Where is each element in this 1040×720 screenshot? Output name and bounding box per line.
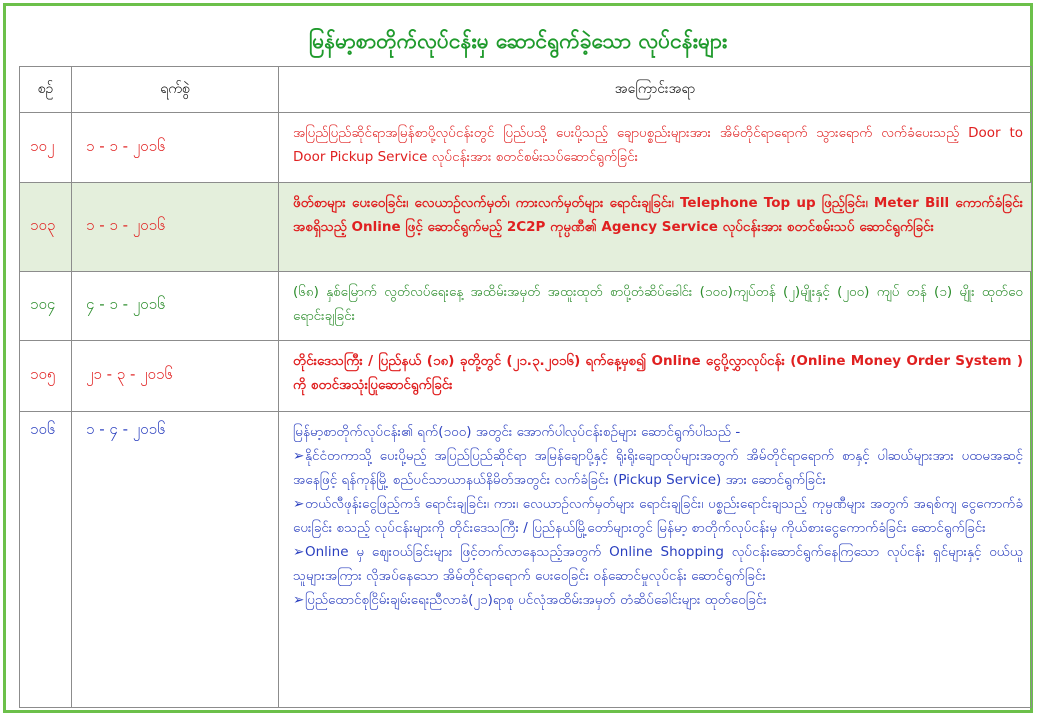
arrow-bullet-icon: ➢ xyxy=(293,592,305,608)
arrow-bullet-icon: ➢ xyxy=(293,496,305,512)
table-row xyxy=(20,183,1032,272)
row-date: ၁ - ၁ - ၂၀၁၆ xyxy=(72,183,279,272)
table-row xyxy=(20,412,1032,708)
row-description: အပြည်ပြည်ဆိုင်ရာအမြန်စာပို့လုပ်ငန်းတွင် ပြည်ပသို့ ပေးပို့သည့် ချောပစ္စည်းများအား အိမ်တိုင်ရာရောက် သွားရောက် လက်ခံပေးသည့် Door to Door Pickup Service လုပ်ငန်းအား စတင်စမ်းသပ်ဆောင်ရွက်ခြင်း xyxy=(279,113,1032,183)
row-description: ဖိတ်စာများ ပေးဝေခြင်း၊ လေယာဉ်လက်မှတ်၊ ကားလက်မှတ်များ ရောင်းချခြင်း၊ Telephone Top up ဖြည့်ခြင်း၊ Meter Bill ကောက်ခံခြင်းအစရှိသည့် Online ဖြင့် ဆောင်ရွက်မည့် 2C2P ကုမ္ပဏီ၏ Agency Service လုပ်ငန်းအား စတင်စမ်းသပ် ဆောင်ရွက်ခြင်း xyxy=(279,183,1032,272)
list-item-text: Online မှ ဈေးဝယ်ခြင်းများ ဖြင့်တက်လာနေသည့်အတွက် Online Shopping လုပ်ငန်းဆောင်ရွက်နေကြသော လုပ်ငန်း ရှင်များနှင့် ဝယ်ယူသူများအကြား လိုအပ်နေသော အိမ်တိုင်ရာရောက် ပေးဝေခြင်း ဝန်ဆောင်မှုလုပ်ငန်း ဆောင်ရွက်ခြင်း xyxy=(293,544,1023,584)
list-item-text: နိုင်ငံတကာသို့ ပေးပို့မည့် အပြည်ပြည်ဆိုင်ရာ အမြန်ချောပို့နှင့် ရိုးရိုးချောထုပ်များအတွက် အိမ်တိုင်ရာရောက် စာနှင့် ပါဆယ်များအား ပထမအဆင့်အနေဖြင့် ရန်ကုန်မြို့ စည်ပင်သာယာနယ်နိမိတ်အတွင်း လက်ခံခြင်း (Pickup Service) အား ဆောင်ရွက်ခြင်း xyxy=(293,448,1023,488)
list-item xyxy=(293,492,1023,540)
list-item xyxy=(293,444,1023,492)
page-frame xyxy=(3,3,1033,713)
header-no: စဉ် xyxy=(20,67,72,113)
row-number: ၁၀၃ xyxy=(20,183,72,272)
list-item xyxy=(293,588,1023,612)
table-row xyxy=(20,272,1032,341)
row-description xyxy=(279,412,1032,708)
arrow-bullet-icon: ➢ xyxy=(293,448,305,464)
header-description: အကြောင်းအရာ xyxy=(279,67,1032,113)
list-item-text: တယ်လီဖုန်းငွေဖြည့်ကဒ် ရောင်းချခြင်း၊ ကား၊ လေယာဉ်လက်မှတ်များ ရောင်းချခြင်း၊ ပစ္စည်းရောင်းချသည့် ကုမ္ပဏီများ အတွက် အရစ်ကျ ငွေကောက်ခံပေးခြင်း စသည့် လုပ်ငန်းများကို တိုင်းဒေသကြီး / ပြည်နယ်မြို့တော်များတွင် မြန်မာ့ စာတိုက်လုပ်ငန်းမှ ကိုယ်စားငွေကောက်ခံခြင်း ဆောင်ရွက်ခြင်း xyxy=(293,496,1023,536)
header-date: ရက်စွဲ xyxy=(72,67,279,113)
table-header-row xyxy=(20,67,1032,113)
row-intro: မြန်မာ့စာတိုက်လုပ်ငန်း၏ ရက်(၁၀၀) အတွင်း အောက်ပါလုပ်ငန်းစဉ်များ ဆောင်ရွက်ပါသည် - xyxy=(293,424,741,440)
row-date: ၁ - ၁ - ၂၀၁၆ xyxy=(72,113,279,183)
row-number: ၁၀၄ xyxy=(20,272,72,341)
row-description: (၆၈) နှစ်မြောက် လွတ်လပ်ရေးနေ့ အထိမ်းအမှတ် အထူးထုတ် စာပို့တံဆိပ်ခေါင်း (၁၀၀)ကျပ်တန် (၂)မျိုးနှင့် (၂၀၀) ကျပ် တန် (၁) မျိုး ထုတ်ဝေရောင်းချခြင်း xyxy=(279,272,1032,341)
row-number: ၁၀၅ xyxy=(20,341,72,412)
table-row xyxy=(20,341,1032,412)
list-item-text: ပြည်ထောင်စုငြိမ်းချမ်းရေးညီလာခံ(၂၁)ရာစု ပင်လုံအထိမ်းအမှတ် တံဆိပ်ခေါင်းများ ထုတ်ဝေခြင်း xyxy=(305,592,767,608)
arrow-bullet-icon: ➢ xyxy=(293,544,305,560)
row-date: ၄ - ၁ - ၂၀၁၆ xyxy=(72,272,279,341)
list-item xyxy=(293,540,1023,588)
page-title: မြန်မာ့စာတိုက်လုပ်ငန်းမှ ဆောင်ရွက်ခဲ့သော လုပ်ငန်းများ xyxy=(308,29,728,53)
row-number: ၁၀၆ xyxy=(20,412,72,708)
row-description: တိုင်းဒေသကြီး / ပြည်နယ် (၁၈) ခုတို့တွင် (၂၁.၃.၂၀၁၆) ရက်နေ့မှစ၍ Online ငွေပို့လွှာလုပ်ငန်း (Online Money Order System ) ကို စတင်အသုံးပြုဆောင်ရွက်ခြင်း xyxy=(279,341,1032,412)
row-number: ၁၀၂ xyxy=(20,113,72,183)
row-date: ၁ - ၄ - ၂၀၁၆ xyxy=(72,412,279,708)
events-table xyxy=(19,66,1032,708)
table-row xyxy=(20,113,1032,183)
row-date: ၂၁ - ၃ - ၂၀၁၆ xyxy=(72,341,279,412)
